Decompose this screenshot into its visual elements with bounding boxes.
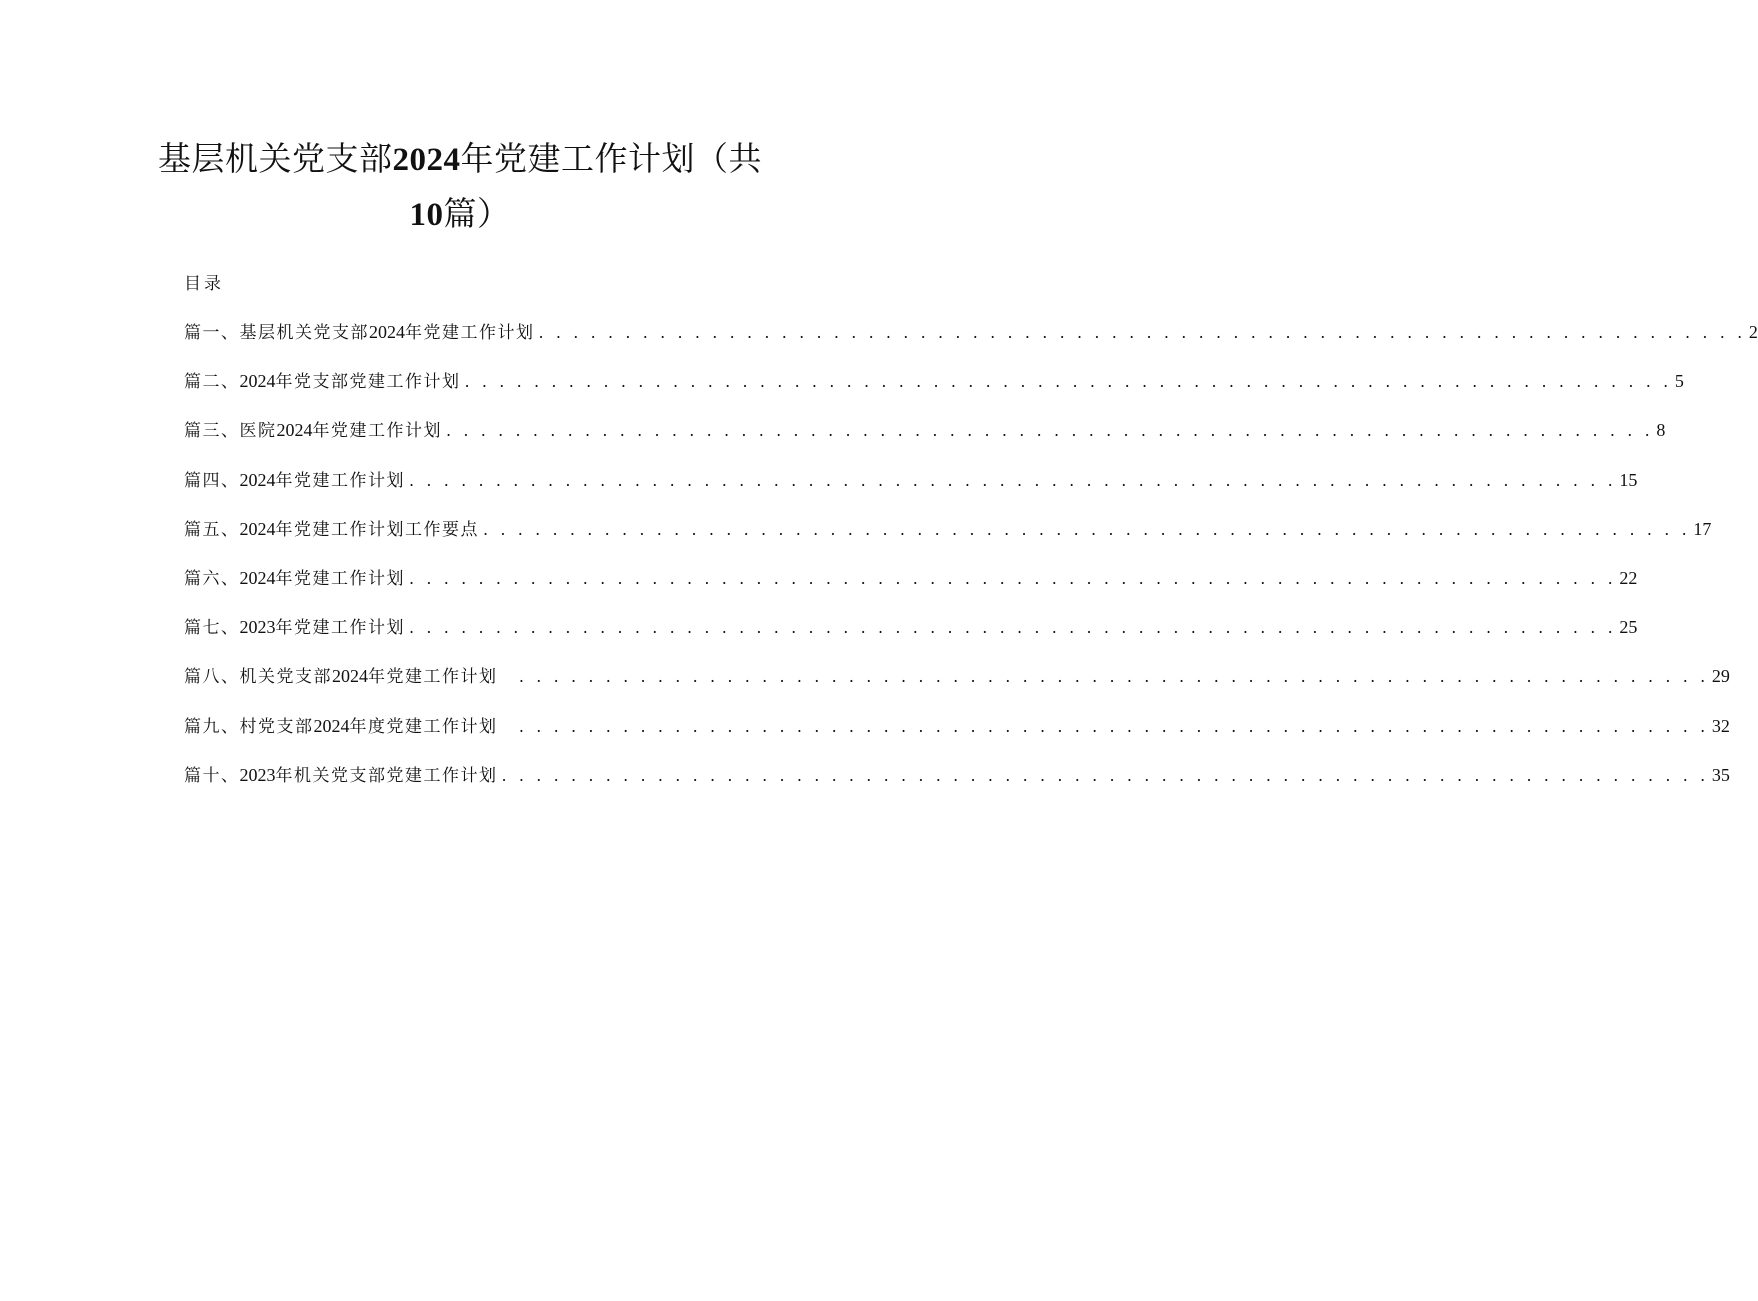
toc-dot-leader: . . . . . . . . . . . . . . . . . . . . . . . . . . . . . . . . . . . . . . . . . . . . . . . . . . . . . . . . . . . . . . . . . . . . . . — [464, 372, 1672, 392]
document-title — [150, 132, 770, 242]
toc-page-number: 2 — [1748, 322, 1758, 342]
title-part-3: 篇） — [443, 194, 511, 233]
toc-dot-leader: . . . . . . . . . . . . . . . . . . . . . . . . . . . . . . . . . . . . . . . . . . . . . . . . . . . . . . . . . . . . . . . . . . . . . . — [501, 765, 1709, 785]
toc-dot-leader: . . . . . . . . . . . . . . . . . . . . . . . . . . . . . . . . . . . . . . . . . . . . . . . . . . . . . . . . . . . . . . . . . . . . . . — [538, 323, 1746, 342]
toc-heading: 目录 — [184, 274, 224, 294]
toc-item-suffix: 年党建工作计划工作要点 — [275, 519, 479, 540]
toc-item-suffix: 年机关党支部党建工作计划 — [275, 765, 498, 786]
title-part-1: 基层机关党支部 — [158, 139, 393, 178]
toc-item-label — [184, 613, 405, 642]
toc-item-prefix: 篇十、 — [184, 765, 240, 786]
toc-item-prefix: 篇八、机关党支部 — [184, 667, 332, 688]
toc-dot-leader: . . . . . . . . . . . . . . . . . . . . . . . . . . . . . . . . . . . . . . . . . . . . . . . . . . . . . . . . . . . . . . . . . . . . . . — [446, 421, 1654, 441]
toc-item-prefix: 篇四、 — [184, 470, 240, 491]
toc-item-4[interactable] — [184, 466, 1638, 515]
toc-item-6[interactable] — [184, 564, 1638, 613]
toc-item-3[interactable] — [184, 416, 1666, 465]
toc-item-year: 2024 — [369, 322, 405, 342]
toc-item-prefix: 篇五、 — [184, 519, 240, 540]
toc-item-label — [184, 515, 479, 544]
toc-item-label — [184, 318, 535, 347]
toc-page-number: 8 — [1656, 420, 1666, 441]
toc-item-prefix: 篇三、医院 — [184, 421, 277, 442]
toc-dot-leader: . . . . . . . . . . . . . . . . . . . . . . . . . . . . . . . . . . . . . . . . . . . . . . . . . . . . . . . . . . . . . . . . . . . . . . — [409, 470, 1617, 490]
toc-item-year: 2024 — [332, 666, 368, 687]
title-count: 10 — [409, 197, 444, 233]
toc-item-10[interactable] — [184, 761, 1730, 810]
toc-dot-leader: . . . . . . . . . . . . . . . . . . . . . . . . . . . . . . . . . . . . . . . . . . . . . . . . . . . . . . . . . . . . . . . . . . . . . — [501, 667, 1709, 687]
toc-item-prefix: 篇九、村党支部 — [184, 716, 314, 737]
toc-item-year: 2024 — [276, 420, 313, 441]
toc-item-label — [184, 564, 405, 593]
toc-item-suffix: 年度党建工作计划 — [349, 716, 498, 737]
toc-page-number: 29 — [1711, 666, 1730, 687]
toc-item-label — [184, 367, 461, 396]
toc-page-number: 17 — [1693, 518, 1712, 539]
toc-page-number: 35 — [1711, 764, 1730, 785]
toc-item-prefix: 篇一、基层机关党支部 — [184, 323, 369, 343]
toc-item-year: 2023 — [239, 764, 276, 785]
toc-dot-leader: . . . . . . . . . . . . . . . . . . . . . . . . . . . . . . . . . . . . . . . . . . . . . . . . . . . . . . . . . . . . . . . . . . . . . . — [409, 618, 1617, 638]
toc-page-number: 5 — [1674, 371, 1684, 392]
toc-page-number: 25 — [1619, 617, 1638, 638]
toc-item-year: 2024 — [239, 469, 276, 490]
toc-item-suffix: 年党建工作计划 — [368, 667, 498, 688]
toc-item-suffix: 年党建工作计划 — [275, 470, 405, 491]
toc-item-1[interactable] — [184, 318, 1758, 367]
toc-item-2[interactable] — [184, 367, 1684, 416]
toc-item-prefix: 篇六、 — [184, 568, 240, 589]
toc-item-label — [184, 416, 442, 445]
toc-item-year: 2024 — [313, 715, 350, 736]
title-part-2: 年党建工作计划（共 — [460, 139, 762, 178]
toc-item-year: 2024 — [239, 518, 276, 539]
toc-item-suffix: 年党建工作计划 — [405, 323, 535, 343]
toc-page-number: 15 — [1619, 469, 1638, 490]
toc-dot-leader: . . . . . . . . . . . . . . . . . . . . . . . . . . . . . . . . . . . . . . . . . . . . . . . . . . . . . . . . . . . . . . . . . . . . . — [501, 716, 1709, 736]
toc-page-number: 32 — [1711, 715, 1730, 736]
toc-item-year: 2023 — [239, 617, 276, 638]
toc-item-5[interactable] — [184, 515, 1712, 564]
toc-item-suffix: 年党支部党建工作计划 — [275, 372, 461, 393]
toc-item-7[interactable] — [184, 613, 1638, 662]
toc-item-suffix: 年党建工作计划 — [275, 568, 405, 589]
toc-item-8[interactable] — [184, 662, 1730, 711]
table-of-contents — [184, 318, 1758, 810]
toc-dot-leader: . . . . . . . . . . . . . . . . . . . . . . . . . . . . . . . . . . . . . . . . . . . . . . . . . . . . . . . . . . . . . . . . . . . . . . — [483, 519, 1691, 539]
toc-item-suffix: 年党建工作计划 — [312, 421, 442, 442]
toc-item-year: 2024 — [239, 371, 276, 392]
toc-item-label — [184, 662, 498, 691]
toc-item-9[interactable] — [184, 712, 1730, 761]
toc-dot-leader: . . . . . . . . . . . . . . . . . . . . . . . . . . . . . . . . . . . . . . . . . . . . . . . . . . . . . . . . . . . . . . . . . . . . . . — [409, 568, 1617, 588]
toc-page-number: 22 — [1619, 567, 1638, 588]
toc-item-label — [184, 761, 498, 790]
title-year: 2024 — [392, 142, 461, 178]
toc-item-prefix: 篇七、 — [184, 618, 240, 639]
toc-item-label — [184, 466, 405, 495]
toc-item-prefix: 篇二、 — [184, 372, 240, 393]
toc-item-year: 2024 — [239, 567, 276, 588]
toc-item-label — [184, 712, 498, 741]
toc-item-suffix: 年党建工作计划 — [275, 618, 405, 639]
